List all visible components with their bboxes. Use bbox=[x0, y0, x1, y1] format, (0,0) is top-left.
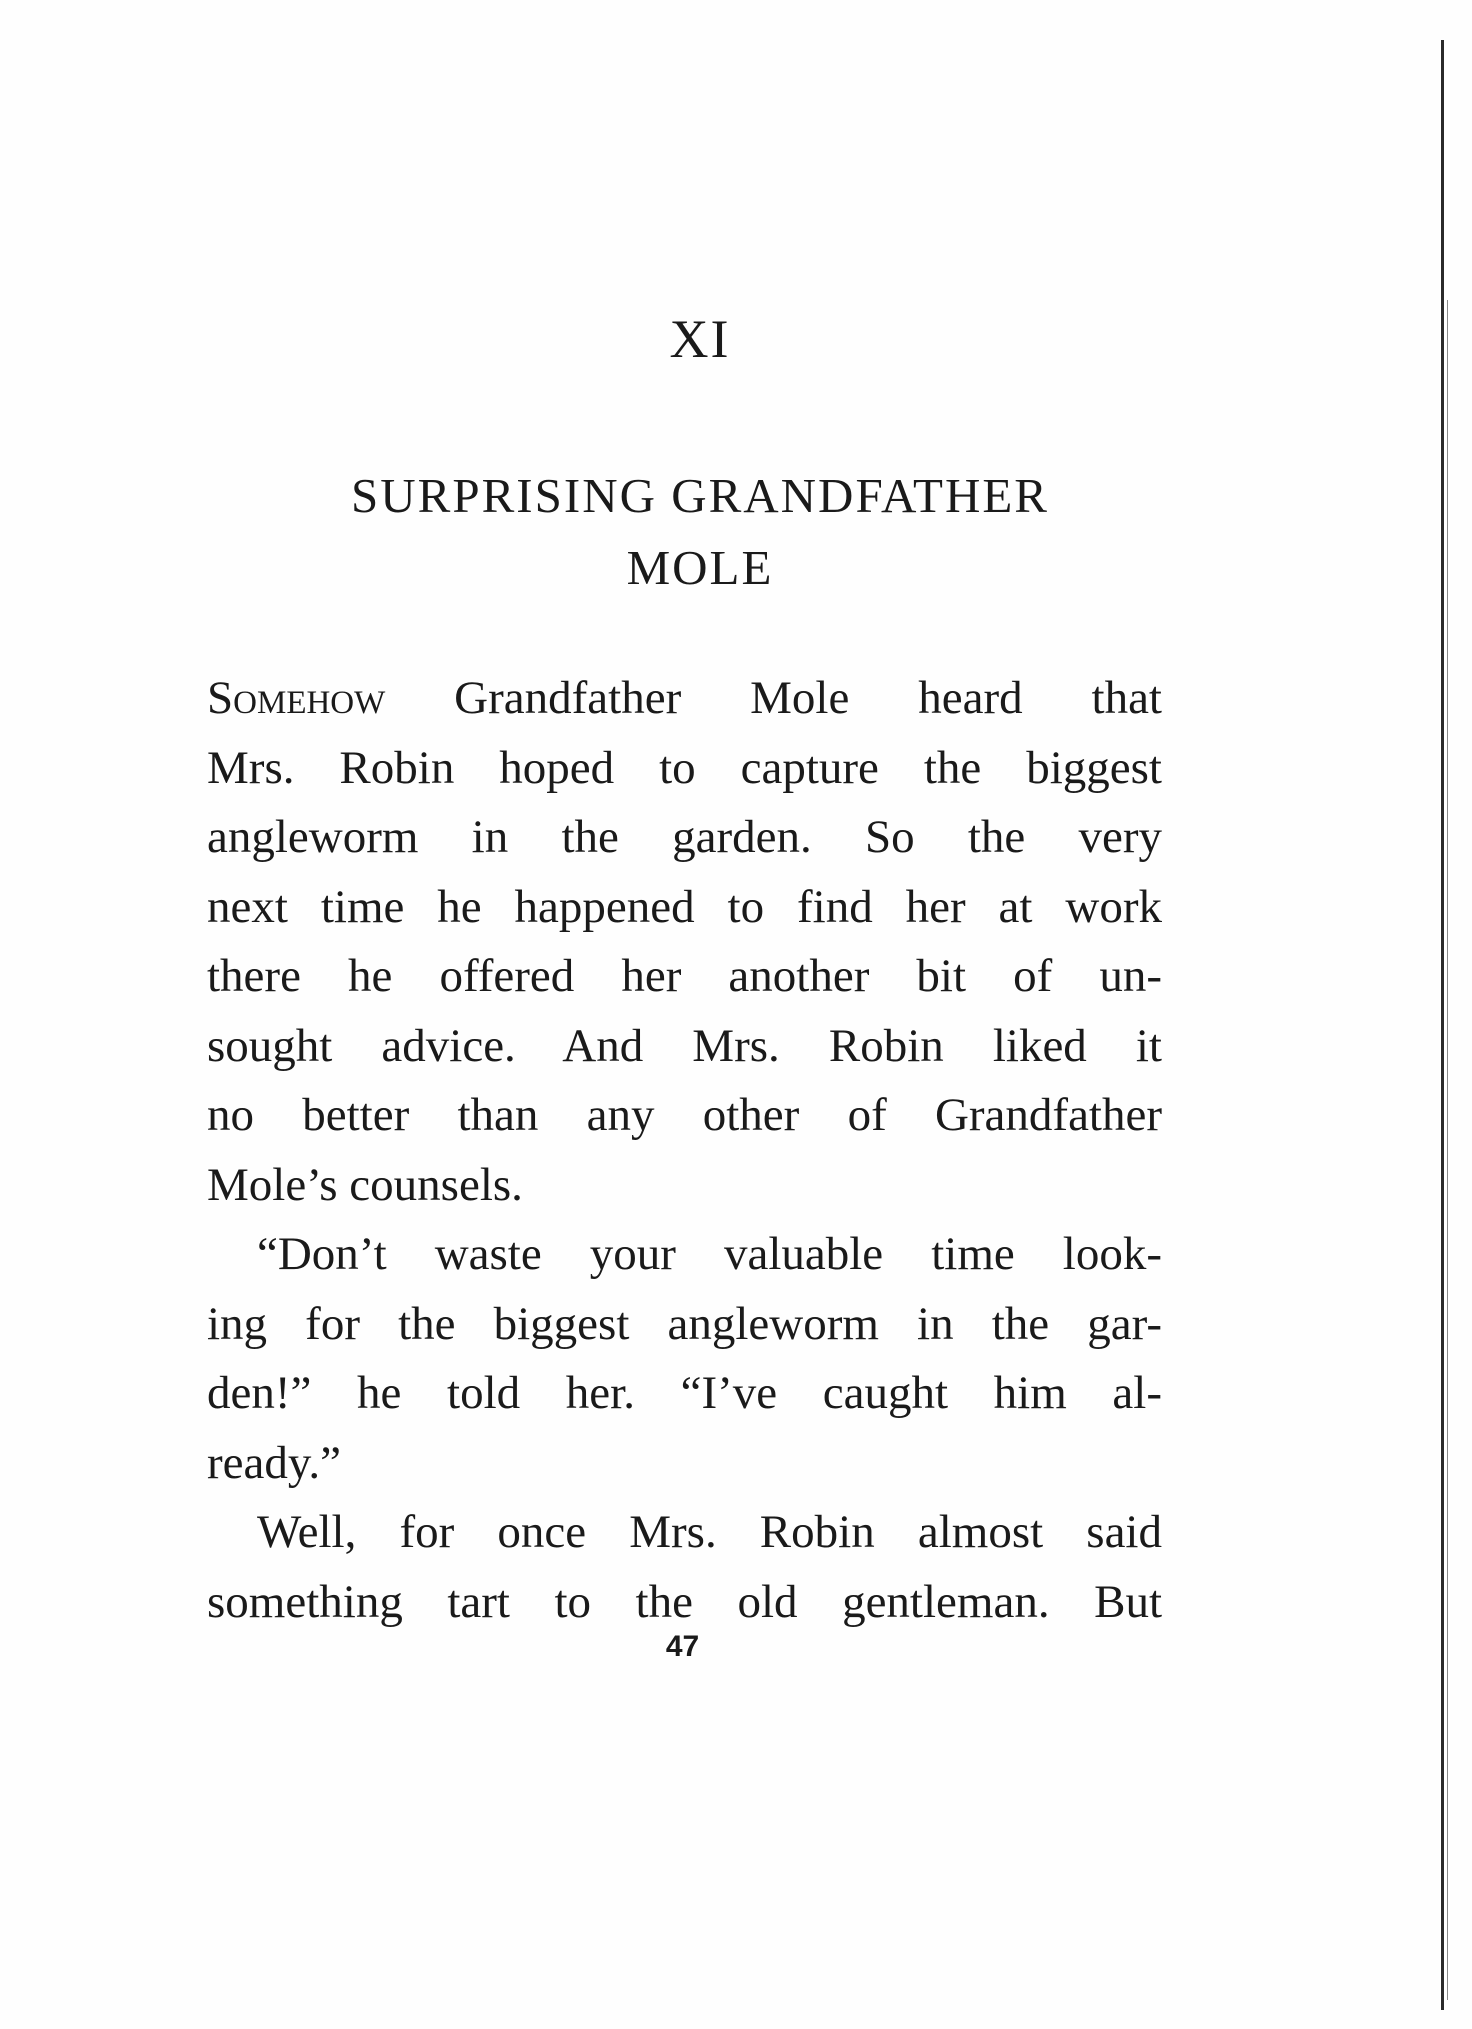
chapter-title bbox=[200, 460, 1200, 604]
text-line-4: next time he happened to find her at work bbox=[207, 880, 1162, 933]
chapter-number: XI bbox=[669, 309, 731, 369]
text-line-8: Mole’s counsels. bbox=[207, 1158, 523, 1211]
page-number: 47 bbox=[665, 1630, 700, 1663]
drop-word: Somehow bbox=[207, 672, 386, 724]
text-line-7: no better than any other of Grandfather bbox=[207, 1089, 1162, 1141]
body-text bbox=[207, 664, 1162, 1637]
text-line-6: sought advice. And Mrs. Robin liked it bbox=[207, 1019, 1162, 1072]
text-line-12: ready.” bbox=[207, 1436, 341, 1489]
chapter-title-line-1: SURPRISING GRANDFATHER bbox=[351, 468, 1049, 523]
text-line-11: den!” he told her. “I’ve caught him al- bbox=[207, 1367, 1162, 1419]
text-line-2: Mrs. Robin hoped to capture the biggest bbox=[207, 741, 1162, 794]
text-line-13: Well, for once Mrs. Robin almost said bbox=[257, 1506, 1162, 1558]
page-edge-shadow bbox=[1447, 300, 1448, 2000]
text-line-1-rest: Grandfather Mole heard that bbox=[385, 672, 1162, 724]
text-line-14: something tart to the old gentleman. But bbox=[207, 1575, 1162, 1628]
page-edge-line bbox=[1441, 40, 1444, 2010]
text-line-3: angleworm in the garden. So the very bbox=[207, 811, 1162, 863]
chapter-title-line-2: MOLE bbox=[626, 540, 774, 595]
text-line-9: “Don’t waste your valuable time look- bbox=[257, 1228, 1162, 1280]
text-line-5: there he offered her another bit of un- bbox=[207, 950, 1162, 1002]
text-line-1 bbox=[207, 664, 1162, 734]
text-line-10: ing for the biggest angleworm in the gar- bbox=[207, 1297, 1162, 1350]
